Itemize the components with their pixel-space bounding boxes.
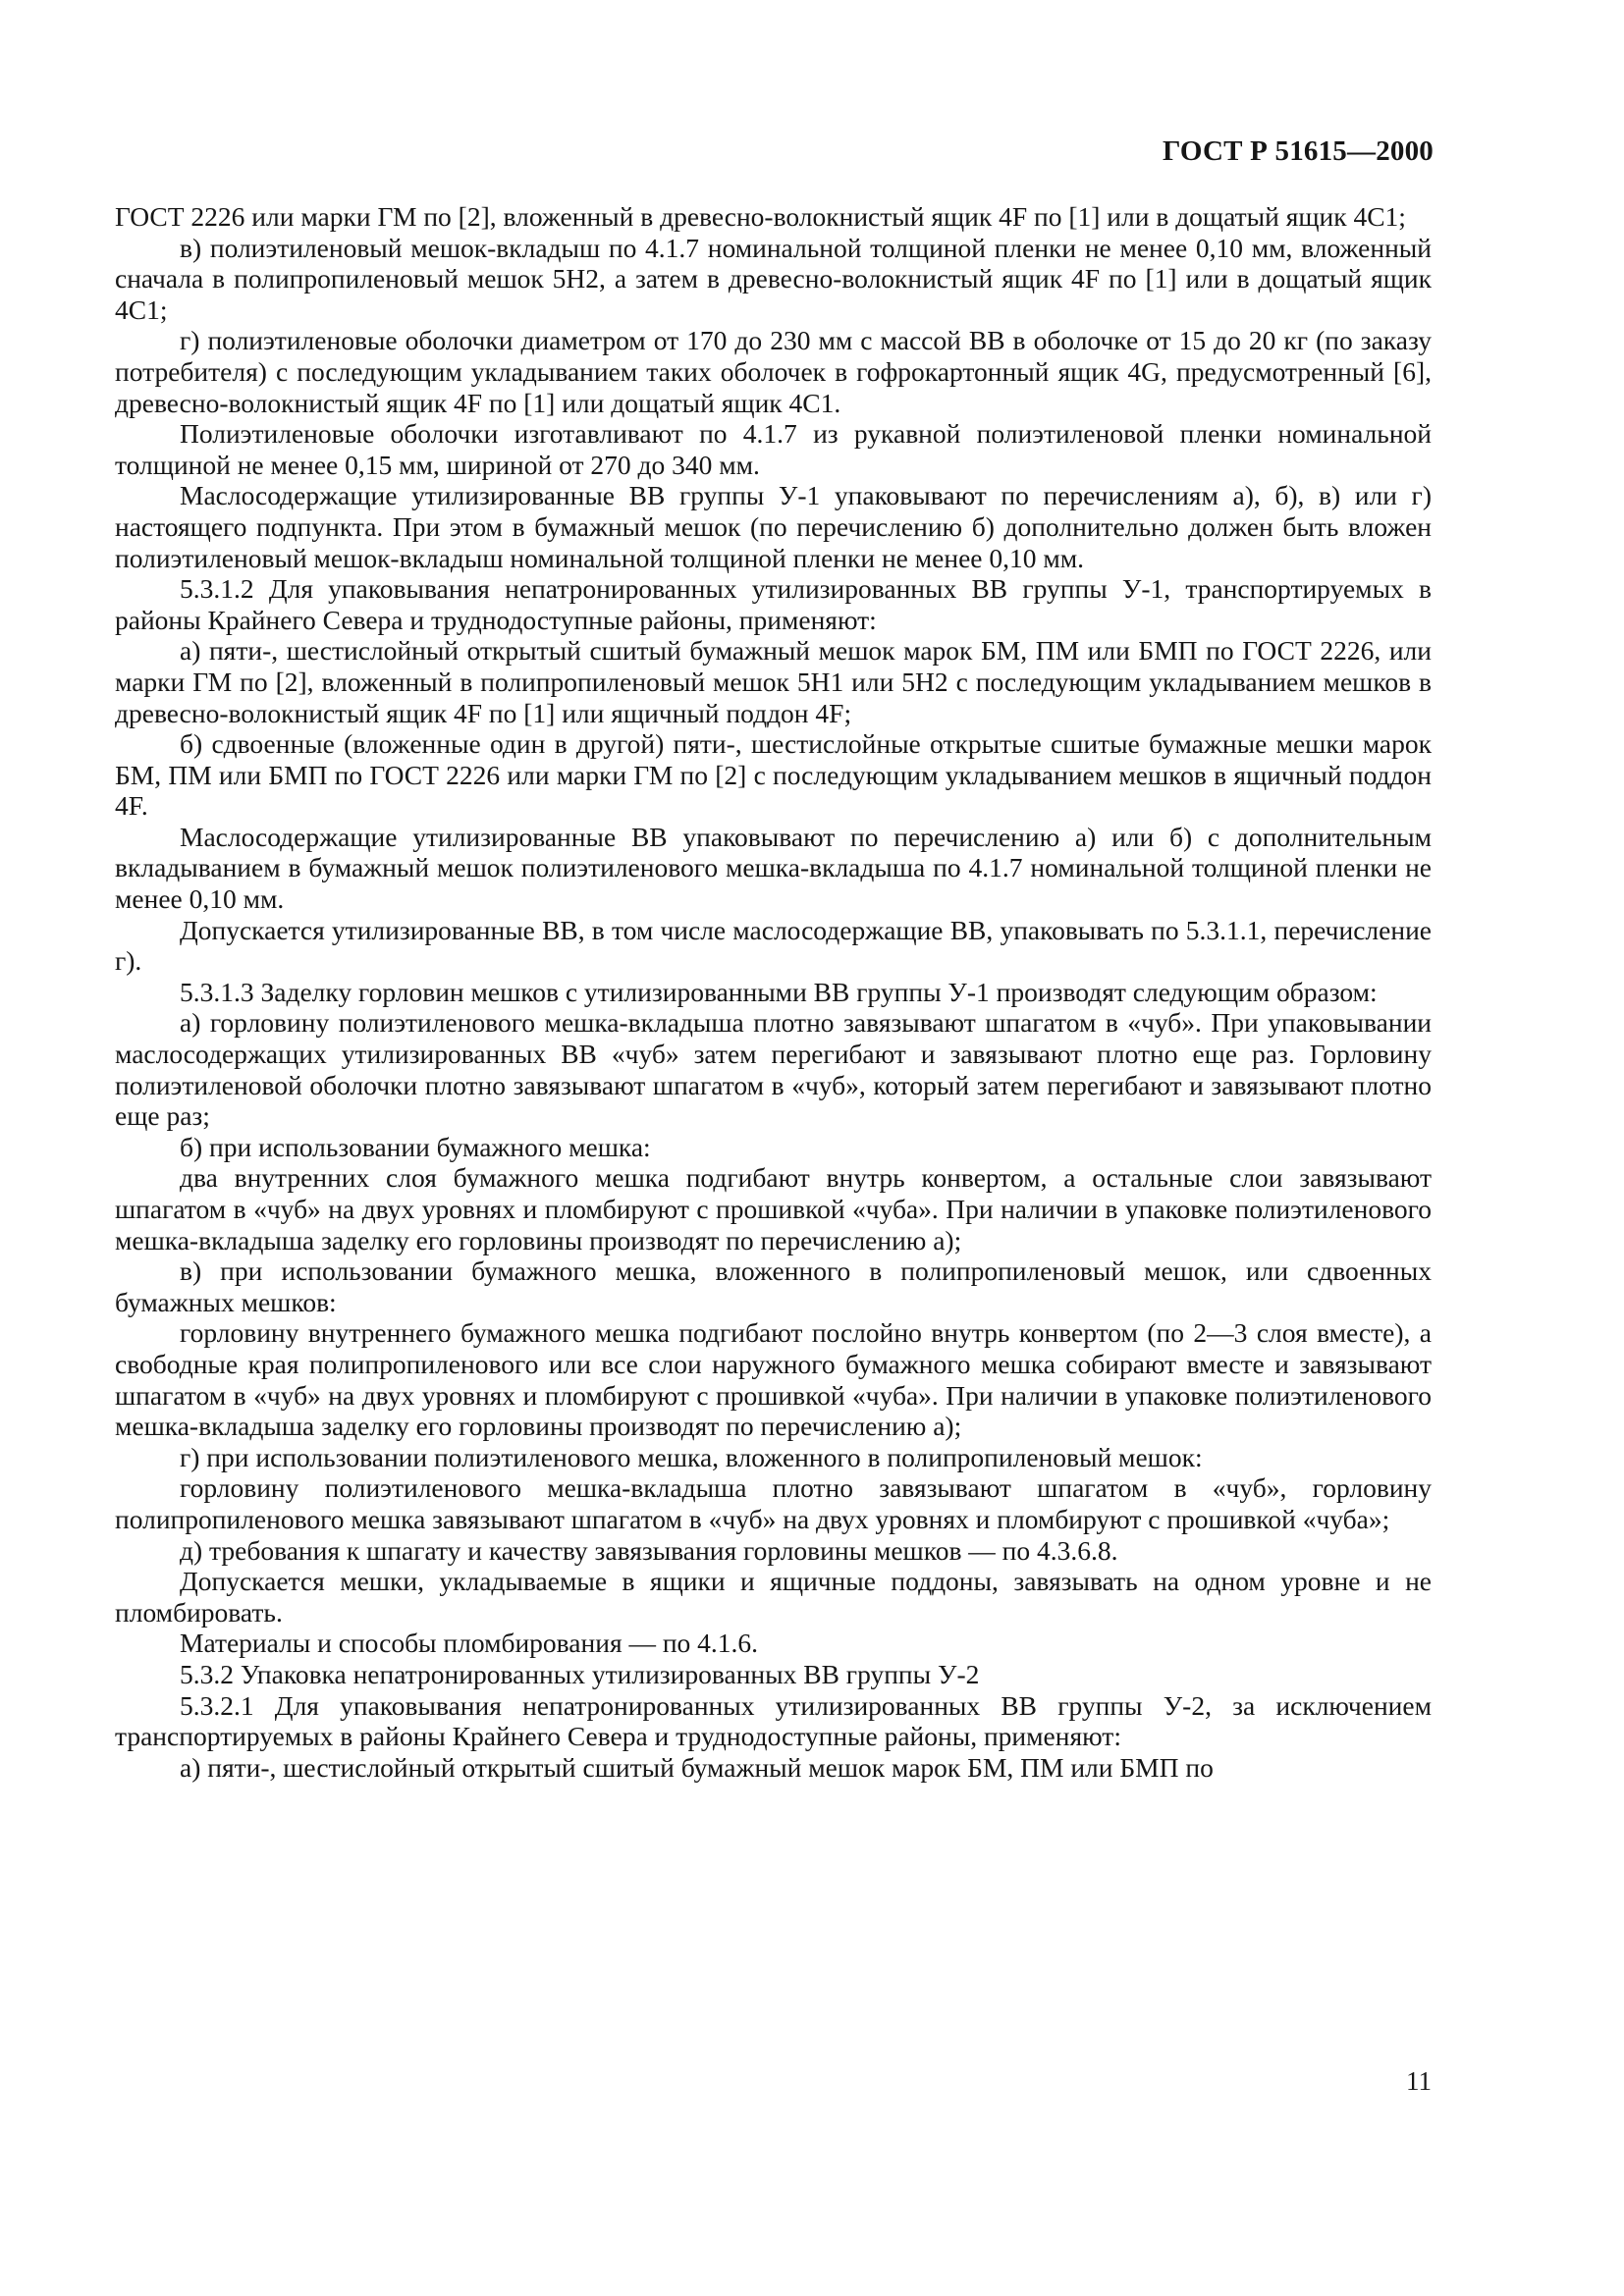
paragraph: а) пяти-, шестислойный открытый сшитый бумажный мешок марок БМ, ПМ или БМП по	[180, 1751, 1214, 1783]
paragraph: б) сдвоенные (вложенные один в другой) пяти-, шестислойные открытые сшитые бумажные мешки марок БМ, ПМ или БМП по ГОСТ 2226 или марки ГМ по [2] с последующим укладыванием мешков в ящичный поддон 4F.	[115, 728, 1432, 822]
paragraph: 5.3.2.1 Для упаковывания непатронированных утилизированных ВВ группы У-2, за исключением транспортируемых в районы Крайнего Севера и труднодоступные районы, применяют:	[115, 1689, 1432, 1752]
paragraph: ГОСТ 2226 или марки ГМ по [2], вложенный в древесно-волокнистый ящик 4F по [1] или в дощатый ящик 4С1;	[115, 201, 1406, 232]
page-number: 11	[1406, 2066, 1432, 2096]
paragraph: Материалы и способы пломбирования — по 4.1.6.	[180, 1628, 759, 1659]
paragraph: в) полиэтиленовый мешок-вкладыш по 4.1.7 номинальной толщиной пленки не менее 0,10 мм, вложенный сначала в полипропиленовый мешок 5Н2, а затем в древесно-волокнистый ящик 4F по [1] или в дощатый ящик 4С1;	[115, 232, 1432, 325]
paragraph: б) при использовании бумажного мешка:	[180, 1131, 651, 1162]
paragraph: 5.3.2 Упаковка непатронированных утилизированных ВВ группы У-2	[180, 1658, 980, 1689]
document-number: ГОСТ Р 51615—2000	[1162, 135, 1434, 167]
paragraph: горловину полиэтиленового мешка-вкладыша плотно завязывают шпагатом в «чуб», горловину полипропиленового мешка завязывают шпагатом в «чуб» на двух уровнях и пломбируют с прошивкой «чуба»;	[115, 1472, 1432, 1534]
paragraph: Допускается утилизированные ВВ, в том числе маслосодержащие ВВ, упаковывать по 5.3.1.1, перечисление г).	[115, 914, 1432, 977]
paragraph: горловину внутреннего бумажного мешка подгибают послойно внутрь конвертом (по 2—3 слоя вместе), а свободные края полипропиленового или все слои наружного бумажного мешка собирают вместе и завязывают шпагатом в «чуб» на двух уровнях и пломбируют с прошивкой «чуба». При наличии в упаковке полиэтиленового мешка-вкладыша заделку его горловины производят по перечислению а);	[115, 1317, 1432, 1442]
paragraph: Маслосодержащие утилизированные ВВ группы У-1 упаковывают по перечислениям а), б), в) или г) настоящего подпункта. При этом в бумажный мешок (по перечислению б) дополнительно должен быть вложен полиэтиленовый мешок-вкладыш номинальной толщиной пленки не менее 0,10 мм.	[115, 480, 1432, 573]
paragraph: а) пяти-, шестислойный открытый сшитый бумажный мешок марок БМ, ПМ или БМП по ГОСТ 2226, или марки ГМ по [2], вложенный в полипропиленовый мешок 5Н1 или 5Н2 с последующим укладыванием мешков в древесно-волокнистый ящик 4F по [1] или ящичный поддон 4F;	[115, 635, 1432, 728]
paragraph: в) при использовании бумажного мешка, вложенного в полипропиленовый мешок, или сдвоенных бумажных мешков:	[115, 1255, 1432, 1317]
paragraph: а) горловину полиэтиленового мешка-вкладыша плотно завязывают шпагатом в «чуб». При упаковывании маслосодержащих утилизированных ВВ «чуб» затем перегибают и завязывают плотно еще раз. Горловину полиэтиленовой оболочки плотно завязывают шпагатом в «чуб», который затем перегибают и завязывают плотно еще раз;	[115, 1007, 1432, 1132]
paragraph: Полиэтиленовые оболочки изготавливают по 4.1.7 из рукавной полиэтиленовой пленки номинальной толщиной не менее 0,15 мм, шириной от 270 до 340 мм.	[115, 418, 1432, 480]
paragraph: Допускается мешки, укладываемые в ящики и ящичные поддоны, завязывать на одном уровне и не пломбировать.	[115, 1566, 1432, 1628]
paragraph: два внутренних слоя бумажного мешка подгибают внутрь конвертом, а остальные слои завязывают шпагатом в «чуб» на двух уровнях и пломбируют с прошивкой «чуба». При наличии в упаковке полиэтиленового мешка-вкладыша заделку его горловины производят по перечислению а);	[115, 1162, 1432, 1255]
document-body	[115, 201, 1432, 1783]
paragraph: 5.3.1.2 Для упаковывания непатронированных утилизированных ВВ группы У-1, транспортируемых в районы Крайнего Севера и труднодоступные районы, применяют:	[115, 573, 1432, 635]
paragraph: д) требования к шпагату и качеству завязывания горловины мешков — по 4.3.6.8.	[180, 1534, 1118, 1566]
paragraph: г) полиэтиленовые оболочки диаметром от 170 до 230 мм с массой ВВ в оболочке от 15 до 20 кг (по заказу потребителя) с последующим укладыванием таких оболочек в гофрокартонный ящик 4G, предусмотренный [6], древесно-волокнистый ящик 4F по [1] или дощатый ящик 4С1.	[115, 325, 1432, 418]
paragraph: 5.3.1.3 Заделку горловин мешков с утилизированными ВВ группы У-1 производят следующим образом:	[180, 976, 1378, 1007]
paragraph: г) при использовании полиэтиленового мешка, вложенного в полипропиленовый мешок:	[180, 1441, 1203, 1472]
paragraph: Маслосодержащие утилизированные ВВ упаковывают по перечислению а) или б) с дополнительным вкладыванием в бумажный мешок полиэтиленового мешка-вкладыша по 4.1.7 номинальной толщиной пленки не менее 0,10 мм.	[115, 821, 1432, 915]
